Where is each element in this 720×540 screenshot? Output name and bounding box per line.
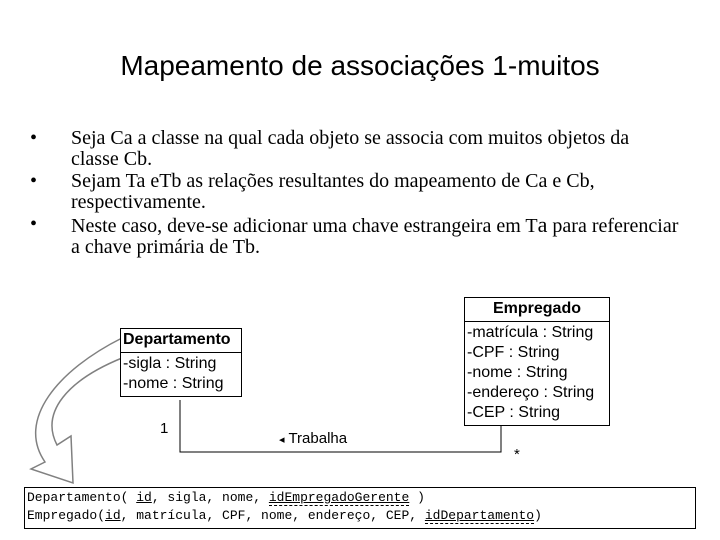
multiplicity-one: 1 bbox=[160, 420, 169, 437]
bullet-dot: • bbox=[30, 213, 38, 235]
ta-subscript: a bbox=[537, 212, 548, 237]
attribute: -matrícula : String bbox=[467, 324, 594, 341]
attribute: -sigla : String bbox=[123, 355, 217, 372]
schema-line-departamento: Departamento( id, sigla, nome, idEmpregadoGerente ) bbox=[27, 490, 425, 505]
bullet-text: Seja Ca a classe na qual cada objeto se associa com muitos objetos da classe Cb. bbox=[71, 127, 630, 170]
curved-arrow-icon bbox=[31, 338, 122, 483]
association-label: ◂ Trabalha bbox=[279, 430, 348, 447]
class-name: Empregado bbox=[465, 298, 609, 322]
bullet-dot: • bbox=[30, 170, 38, 192]
foreign-key: idDepartamento bbox=[424, 508, 535, 523]
class-departamento bbox=[120, 328, 242, 397]
class-attributes bbox=[465, 322, 609, 425]
class-name: Departamento bbox=[121, 329, 241, 353]
slide-title: Mapeamento de associações 1-muitos bbox=[120, 50, 600, 81]
association-direction-icon: ◂ bbox=[279, 434, 285, 446]
schema-line-empregado: Empregado(id, matrícula, CPF, nome, endereço, CEP, idDepartamento) bbox=[27, 508, 542, 523]
primary-key: id bbox=[136, 490, 152, 505]
attribute: -nome : String bbox=[467, 364, 568, 381]
attribute: -endereço : String bbox=[467, 384, 595, 401]
bullet-dot: • bbox=[30, 127, 38, 149]
foreign-key: idEmpregadoGerente bbox=[268, 490, 410, 505]
primary-key: id bbox=[105, 508, 121, 523]
attribute: -nome : String bbox=[123, 375, 224, 392]
relational-schema bbox=[24, 487, 696, 529]
class-attributes bbox=[121, 353, 241, 396]
attribute: -CEP : String bbox=[467, 404, 561, 421]
multiplicity-many: * bbox=[514, 446, 520, 463]
class-empregado bbox=[464, 297, 610, 426]
bullet-text: Sejam Ta eTb as relações resultantes do mapeamento de Ca e Cb, respectivamente. bbox=[71, 170, 595, 213]
attribute: -CPF : String bbox=[467, 344, 560, 361]
bullet-text: Neste caso, deve-se adicionar uma chave estrangeira em Ta para referenciar a chave primária de Tb. bbox=[71, 212, 679, 258]
